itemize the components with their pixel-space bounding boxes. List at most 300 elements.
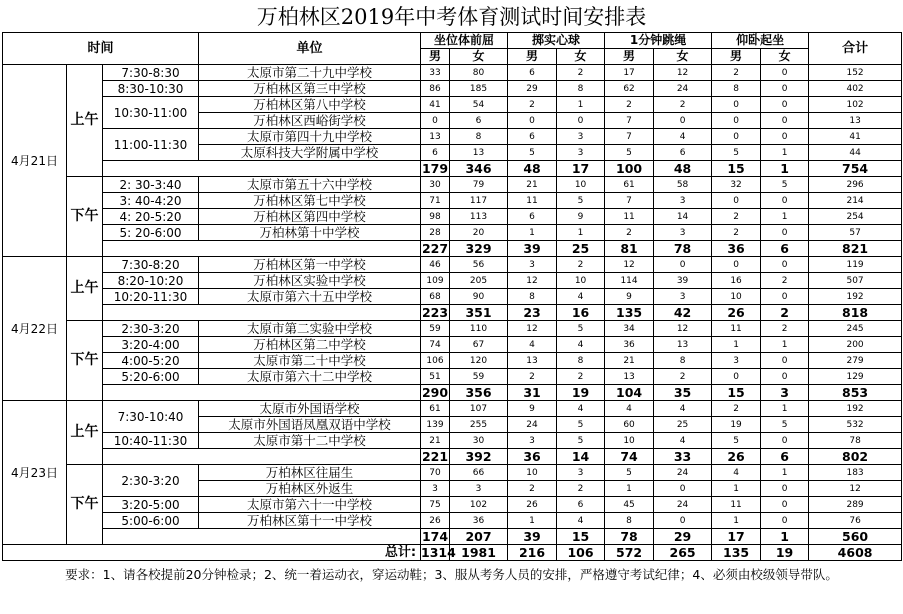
value-cell: 2 [654,97,712,113]
row-total-cell: 129 [809,369,902,385]
school-cell: 太原市第六十一中学校 [199,497,421,513]
subtotal-blank [103,449,421,465]
value-cell: 1 [761,337,809,353]
value-cell: 8 [508,289,557,305]
value-cell: 0 [712,193,761,209]
value-cell: 60 [605,417,654,433]
subtotal-cell: 29 [654,529,712,545]
time-cell: 10:40-11:30 [103,433,199,449]
value-cell: 54 [450,97,508,113]
value-cell: 21 [421,433,450,449]
schedule-row [3,433,902,449]
value-cell: 24 [654,81,712,97]
value-cell: 255 [450,417,508,433]
value-cell: 185 [450,81,508,97]
subtotal-cell: 26 [712,305,761,321]
row-total-cell: 13 [809,113,902,129]
subtotal-cell: 6 [761,449,809,465]
time-cell: 5:20-6:00 [103,369,199,385]
schedule-row [3,289,902,305]
value-cell: 0 [508,113,557,129]
row-total-cell: 296 [809,177,902,193]
school-cell: 万柏林区西峪街学校 [199,113,421,129]
row-total-cell: 200 [809,337,902,353]
value-cell: 20 [450,225,508,241]
grand-total-sum: 4608 [809,545,902,561]
value-cell: 61 [605,177,654,193]
value-cell: 2 [761,273,809,289]
value-cell: 0 [761,433,809,449]
value-cell: 1 [508,513,557,529]
value-cell: 114 [605,273,654,289]
subtotal-cell: 25 [557,241,605,257]
female-header: 女 [654,49,712,65]
value-cell: 8 [605,513,654,529]
subtotal-cell: 81 [605,241,654,257]
row-total-cell: 507 [809,273,902,289]
subtotal-cell: 35 [654,385,712,401]
value-cell: 5 [761,417,809,433]
value-cell: 0 [557,113,605,129]
value-cell: 4 [557,289,605,305]
row-total-cell: 41 [809,129,902,145]
subtotal-cell: 48 [654,161,712,177]
value-cell: 2 [557,257,605,273]
value-cell: 45 [605,497,654,513]
period-cell: 上午 [67,257,103,321]
grand-total-cell: 572 [605,545,654,561]
value-cell: 0 [761,497,809,513]
schedule-row [3,465,902,481]
school-cell: 万柏林区外返生 [199,481,421,497]
subtotal-total-cell: 818 [809,305,902,321]
subtotal-cell: 223 [421,304,449,320]
subtotal-cell: 6 [761,241,809,257]
value-cell: 0 [761,513,809,529]
value-cell: 1 [761,145,809,161]
schedule-row [3,257,902,273]
value-cell: 3 [654,289,712,305]
value-cell: 0 [654,481,712,497]
value-cell: 11 [508,193,557,209]
schedule-row [3,273,902,289]
subtotal-cell: 174 [421,528,449,544]
value-cell: 2 [557,481,605,497]
value-cell: 8 [712,81,761,97]
value-cell: 75 [421,497,450,513]
subtotal-cell: 15 [557,529,605,545]
value-cell: 4 [605,401,654,417]
value-cell: 3 [712,353,761,369]
event-header: 1分钟跳绳 [605,33,712,49]
value-cell: 6 [508,129,557,145]
value-cell: 6 [557,497,605,513]
value-cell: 12 [508,321,557,337]
value-cell: 0 [761,129,809,145]
time-cell: 3:20-4:00 [103,337,199,353]
value-cell: 0 [761,257,809,273]
value-cell: 2 [508,481,557,497]
value-cell: 2 [557,65,605,81]
school-cell: 太原市第二实验中学校 [199,321,421,337]
schedule-row [3,177,902,193]
value-cell: 6 [508,209,557,225]
subtotal-cell: 19 [557,385,605,401]
subtotal-cell: 23 [508,305,557,321]
value-cell: 11 [605,209,654,225]
row-total-cell: 152 [809,65,902,81]
value-cell: 17 [605,65,654,81]
value-cell: 0 [712,369,761,385]
time-cell: 8:20-10:20 [103,273,199,289]
value-cell: 0 [654,513,712,529]
subtotal-cell: 392 [450,449,508,465]
subtotal-cell: 74 [605,449,654,465]
value-cell: 1 [557,225,605,241]
value-cell: 2 [712,65,761,81]
value-cell: 1 [508,225,557,241]
value-cell: 3 [557,145,605,161]
date-cell: 4月23日 [3,401,67,545]
requirements-note: 要求：1、请各校提前20分钟检录；2、统一着运动衣，穿运动鞋；3、服从考务人员的安排，严格遵守考试纪律；4、必须由校级领导带队。 [65,567,838,582]
subtotal-cell: 1 [761,529,809,545]
value-cell: 0 [421,113,450,129]
value-cell: 2 [712,401,761,417]
school-cell: 万柏林区第一中学校 [199,257,421,273]
value-cell: 5 [605,145,654,161]
subtotal-row [3,385,902,401]
time-cell: 3: 40-4:20 [103,193,199,209]
value-cell: 1 [712,337,761,353]
value-cell: 10 [712,289,761,305]
school-cell: 万柏林区往届生 [199,465,421,481]
page-title: 万柏林区2019年中考体育测试时间安排表 [256,5,647,29]
value-cell: 117 [450,193,508,209]
value-cell: 0 [761,65,809,81]
value-cell: 0 [761,113,809,129]
time-cell: 4:00-5:20 [103,353,199,369]
value-cell: 71 [421,193,450,209]
value-cell: 3 [557,129,605,145]
header-row [3,33,902,49]
subtotal-cell: 2 [761,305,809,321]
subtotal-cell: 207 [450,529,508,545]
value-cell: 4 [508,337,557,353]
value-cell: 4 [557,513,605,529]
value-cell: 6 [421,145,450,161]
value-cell: 1 [605,481,654,497]
value-cell: 0 [712,97,761,113]
subtotal-total-cell: 853 [809,385,902,401]
value-cell: 21 [605,353,654,369]
value-cell: 6 [450,113,508,129]
value-cell: 68 [421,289,450,305]
row-total-cell: 44 [809,145,902,161]
value-cell: 41 [421,97,450,113]
time-cell: 7:30-8:20 [103,257,199,273]
value-cell: 5 [605,465,654,481]
subtotal-row [3,241,902,257]
grand-total-cell: 216 [508,545,557,561]
male-header: 男 [508,49,557,65]
row-total-cell: 192 [809,401,902,417]
value-cell: 110 [450,321,508,337]
subtotal-total-cell: 821 [809,241,902,257]
value-cell: 24 [508,417,557,433]
subtotal-cell: 17 [557,161,605,177]
schedule-row [3,321,902,337]
value-cell: 10 [557,273,605,289]
value-cell: 7 [605,129,654,145]
value-cell: 6 [654,145,712,161]
value-cell: 11 [712,497,761,513]
grand-total-cell: 1981 [450,545,508,561]
period-cell: 下午 [67,465,103,545]
subtotal-cell: 221 [421,448,449,464]
subtotal-cell: 356 [450,385,508,401]
subtotal-cell: 78 [654,241,712,257]
value-cell: 2 [508,369,557,385]
value-cell: 74 [421,337,450,353]
time-cell: 10:20-11:30 [103,289,199,305]
time-cell: 8:30-10:30 [103,81,199,97]
value-cell: 9 [508,401,557,417]
value-cell: 113 [450,209,508,225]
value-cell: 62 [605,81,654,97]
period-cell: 上午 [67,65,103,177]
row-total-cell: 119 [809,257,902,273]
value-cell: 109 [421,273,450,289]
subtotal-row [3,161,902,177]
subtotal-cell: 33 [654,449,712,465]
value-cell: 36 [450,513,508,529]
value-cell: 79 [450,177,508,193]
value-cell: 2 [508,97,557,113]
time-cell: 4: 20-5:20 [103,209,199,225]
subtotal-cell: 15 [712,385,761,401]
female-header: 女 [450,49,508,65]
subtotal-cell: 14 [557,449,605,465]
value-cell: 33 [421,65,450,81]
time-cell: 2:30-3:20 [103,465,199,497]
row-total-cell: 245 [809,321,902,337]
value-cell: 4 [654,401,712,417]
value-cell: 4 [712,465,761,481]
value-cell: 0 [654,113,712,129]
time-cell: 10:30-11:00 [103,97,199,129]
value-cell: 28 [421,225,450,241]
time-cell: 11:00-11:30 [103,129,199,161]
subtotal-cell: 329 [450,241,508,257]
row-total-cell: 532 [809,417,902,433]
male-header: 男 [421,49,450,65]
value-cell: 4 [557,337,605,353]
school-cell: 太原市外国语凤凰双语中学校 [199,417,421,433]
school-cell: 太原市外国语学校 [199,401,421,417]
schedule-row [3,81,902,97]
time-cell: 5: 20-6:00 [103,225,199,241]
value-cell: 5 [712,433,761,449]
value-cell: 2 [654,369,712,385]
subtotal-cell: 351 [450,305,508,321]
value-cell: 0 [761,353,809,369]
value-cell: 13 [508,353,557,369]
grand-total-cell: 106 [557,545,605,561]
value-cell: 59 [421,321,450,337]
subtotal-cell: 17 [712,529,761,545]
school-cell: 太原市第十二中学校 [199,433,421,449]
subtotal-blank [103,241,421,257]
subtotal-cell: 15 [712,161,761,177]
value-cell: 14 [654,209,712,225]
grand-total-cell: 1314 [421,544,456,560]
value-cell: 51 [421,369,450,385]
value-cell: 1 [761,401,809,417]
value-cell: 80 [450,65,508,81]
value-cell: 7 [605,113,654,129]
subtotal-row [3,449,902,465]
row-total-cell: 12 [809,481,902,497]
time-header: 时间 [3,33,199,65]
value-cell: 12 [605,257,654,273]
value-cell: 0 [761,289,809,305]
value-cell: 2 [605,97,654,113]
value-cell: 30 [450,433,508,449]
value-cell: 26 [421,513,450,529]
school-cell: 太原科技大学附属中学校 [199,145,421,161]
value-cell: 13 [605,369,654,385]
school-cell: 万柏林区第十一中学校 [199,513,421,529]
value-cell: 0 [761,193,809,209]
subtotal-cell: 290 [421,384,449,400]
value-cell: 5 [557,433,605,449]
value-cell: 139 [421,417,450,433]
school-cell: 万柏林区第二中学校 [199,337,421,353]
time-cell: 2: 30-3:40 [103,177,199,193]
value-cell: 2 [557,369,605,385]
value-cell: 2 [761,321,809,337]
value-cell: 1 [761,209,809,225]
school-cell: 万柏林第十中学校 [199,225,421,241]
value-cell: 13 [421,129,450,145]
unit-header: 单位 [199,33,421,65]
period-cell: 下午 [67,177,103,257]
subtotal-cell: 36 [508,449,557,465]
value-cell: 12 [508,273,557,289]
value-cell: 24 [654,465,712,481]
value-cell: 5 [557,321,605,337]
value-cell: 4 [557,401,605,417]
schedule-row [3,225,902,241]
value-cell: 5 [508,145,557,161]
subtotal-blank [103,385,421,401]
value-cell: 3 [508,433,557,449]
period-cell: 下午 [67,321,103,401]
school-cell: 太原市第六十五中学校 [199,289,421,305]
row-total-cell: 289 [809,497,902,513]
schedule-row [3,353,902,369]
female-header: 女 [761,49,809,65]
value-cell: 90 [450,289,508,305]
subtotal-total-cell: 560 [809,529,902,545]
school-cell: 太原市第四十九中学校 [199,129,421,145]
value-cell: 0 [761,81,809,97]
schedule-row [3,369,902,385]
row-total-cell: 192 [809,289,902,305]
subtotal-cell: 48 [508,161,557,177]
subtotal-cell: 42 [654,305,712,321]
grand-total-cell: 19 [761,545,809,561]
grand-total-cell: 265 [654,545,712,561]
value-cell: 3 [654,193,712,209]
time-cell: 5:00-6:00 [103,513,199,529]
value-cell: 8 [557,81,605,97]
subtotal-cell: 36 [712,241,761,257]
subtotal-cell: 227 [421,240,449,256]
subtotal-blank [103,305,421,321]
value-cell: 56 [450,257,508,273]
school-cell: 太原市第二十中学校 [199,353,421,369]
subtotal-cell: 179 [421,160,449,176]
value-cell: 12 [654,321,712,337]
value-cell: 6 [508,65,557,81]
value-cell: 8 [450,129,508,145]
value-cell: 3 [421,481,450,497]
subtotal-cell: 39 [508,241,557,257]
value-cell: 21 [508,177,557,193]
value-cell: 86 [421,81,450,97]
value-cell: 66 [450,465,508,481]
value-cell: 1 [712,513,761,529]
value-cell: 4 [654,129,712,145]
subtotal-cell: 3 [761,385,809,401]
row-total-cell: 57 [809,225,902,241]
male-header: 男 [712,49,761,65]
value-cell: 9 [557,209,605,225]
subtotal-cell: 346 [450,161,508,177]
event-header: 仰卧起坐 [712,33,809,49]
value-cell: 59 [450,369,508,385]
subtotal-row [3,305,902,321]
male-header: 男 [605,49,654,65]
subtotal-row [3,529,902,545]
schedule-row [3,65,902,81]
grand-total-label: 总计: [3,545,421,561]
value-cell: 120 [450,353,508,369]
value-cell: 0 [654,257,712,273]
school-cell: 太原市第五十六中学校 [199,177,421,193]
subtotal-cell: 26 [712,449,761,465]
value-cell: 3 [557,465,605,481]
value-cell: 34 [605,321,654,337]
value-cell: 46 [421,257,450,273]
value-cell: 12 [654,65,712,81]
value-cell: 11 [712,321,761,337]
date-cell: 4月21日 [3,65,67,257]
value-cell: 26 [508,497,557,513]
value-cell: 107 [450,401,508,417]
value-cell: 0 [761,225,809,241]
value-cell: 0 [712,257,761,273]
value-cell: 16 [712,273,761,289]
value-cell: 0 [761,369,809,385]
value-cell: 19 [712,417,761,433]
subtotal-cell: 104 [605,385,654,401]
row-total-cell: 102 [809,97,902,113]
value-cell: 2 [605,225,654,241]
value-cell: 5 [761,177,809,193]
row-total-cell: 78 [809,433,902,449]
